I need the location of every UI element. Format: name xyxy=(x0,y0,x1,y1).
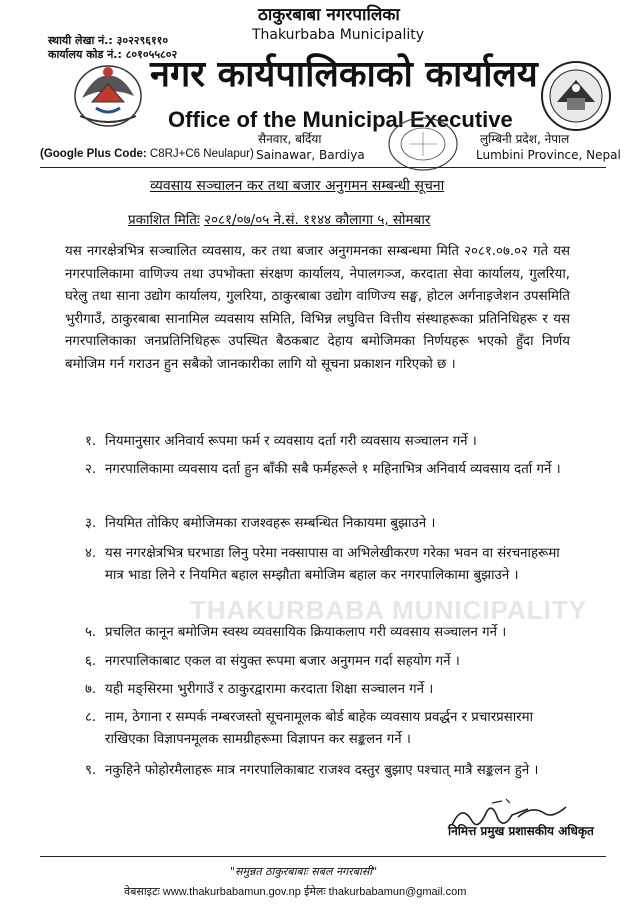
signatory-title: निमित्त प्रमुख प्रशासकीय अधिकृत xyxy=(448,824,594,838)
list-item-number: ८. xyxy=(85,710,97,725)
google-plus-code-value: C8RJ+C6 Neulapur) xyxy=(149,148,254,160)
list-item-number: ३. xyxy=(85,516,97,531)
list-item-number: ६. xyxy=(85,654,97,669)
province-english: Lumbini Province, Nepal xyxy=(476,148,621,162)
office-title-nepali: नगर कार्यपालिकाको कार्यालय xyxy=(150,54,538,95)
office-code: कार्यालय कोड नं.: ८०१०५५८०२ xyxy=(48,48,178,61)
list-item-text: नियमित तोकिए बमोजिमका राजश्वहरू सम्बन्धित निकायमा बुझाउने । xyxy=(105,516,436,531)
google-plus-code xyxy=(40,148,254,160)
list-item-text: नगरपालिकामा व्यवसाय दर्ता हुन बाँकी सबै फर्महरूले १ महिनाभित्र अनिवार्य व्यवसाय दर्ता गर्ने । xyxy=(105,462,561,477)
address-nepali: सैनवार, बर्दिया xyxy=(258,132,322,146)
list-item-number: ५. xyxy=(85,625,97,640)
list-item-number: १. xyxy=(85,434,97,449)
list-item-text: नगरपालिकाबाट एकल वा संयुक्त रूपमा बजार अनुगमन गर्दा सहयोग गर्ने । xyxy=(105,654,460,669)
published-label: प्रकाशित मितिः xyxy=(128,212,200,228)
list-item-number: ७. xyxy=(85,682,97,697)
notice-subject: व्यवसाय सञ्चालन कर तथा बजार अनुगमन सम्बन्धी सूचना xyxy=(150,178,445,194)
list-item-number: ४. xyxy=(85,546,97,561)
municipality-logo xyxy=(537,58,615,134)
list-item-text: नियमानुसार अनिवार्य रूपमा फर्म र व्यवसाय दर्ता गरी व्यवसाय सञ्चालन गर्ने । xyxy=(105,434,477,449)
nepal-emblem-logo xyxy=(70,56,146,132)
list-item-text: नकुहिने फोहोरमैलाहरू मात्र नगरपालिकाबाट राजश्व दस्तुर बुझाए पश्चात् मात्रै सङ्कलन हुने । xyxy=(105,763,539,778)
list-item-number: २. xyxy=(85,462,97,477)
list-item-number: ९. xyxy=(85,763,97,778)
municipality-name-nepali: ठाकुरबाबा नगरपालिका xyxy=(258,5,400,25)
google-plus-code-label: (Google Plus Code: xyxy=(40,148,147,160)
header-divider xyxy=(40,167,606,168)
footer-motto: "समुन्नत ठाकुरबाबाः सबल नगरबासी" xyxy=(230,865,378,878)
published-value: २०८१/०७/०५ ने.सं. ११४४ कौलागा ५, सोमबार xyxy=(204,212,431,228)
footer-contact: वेबसाइटः www.thakurbabamun.gov.np ईमेलः thakurbabamun@gmail.com xyxy=(124,886,467,898)
municipality-name-english: Thakurbaba Municipality xyxy=(252,27,425,43)
notice-intro-paragraph: यस नगरक्षेत्रभित्र सञ्चालित व्यवसाय, कर तथा बजार अनुगमनका सम्बन्धमा मिति २०८१.०७.०२ गते यस नगरपालिकामा वाणिज्य तथा उपभोक्ता संरक्षण कार्यालय, नेपालगञ्ज, करदाता सेवा कार्यालय, गुलरिया, घरेलु तथा साना उद्योग कार्यालय, गुलरिया, ठाकुरबाबा उद्योग वाणिज्य सङ्घ, होटल अर्गनाइजेशन उपसमिति भुरीगाउँ, ठाकुरबाबा सानामिल व्यवसाय समिति, विभिन्न लघुवित्त वित्तीय संस्थाहरूका प्रतिनिधिहरू र यस नगरपालिकाका जनप्रतिनिधिहरू उपस्थित बैठकबाट देहाय बमोजिमका निर्णयहरू भएको हुँदा निर्णय बमोजिम गर्न गराउन हुन सबैको जानकारीका लागि यो सूचना प्रकाशन गरिएको छ । xyxy=(65,244,570,372)
list-item-text: यस नगरक्षेत्रभित्र घरभाडा लिनु परेमा नक्सापास वा अभिलेखीकरण गरेका भवन वा संरचनाहरूमा मात्र भाडा लिने र नियमित बहाल सम्झौता बमोजिम बहाल कर नगरपालिकामा बुझाउने । xyxy=(105,546,560,584)
watermark-text: THAKURBABA MUNICIPALITY xyxy=(190,595,588,625)
list-item-text: नाम, ठेगाना र सम्पर्क नम्बरजस्तो सूचनामूलक बोर्ड बाहेक व्यवसाय प्रवर्द्धन र प्रचारप्रसारमा राखिएका विज्ञापनमूलक सामग्रीहरूमा विज्ञापन कर सङ्कलन गर्ने । xyxy=(105,710,534,748)
publication-date xyxy=(128,210,430,228)
list-item-text: यही मङ्सिरमा भुरीगाउँ र ठाकुरद्वारामा करदाता शिक्षा सञ्चालन गर्ने । xyxy=(105,682,434,697)
address-english: Sainawar, Bardiya xyxy=(256,148,365,162)
permanent-account-number: स्थायी लेखा नं.: ३०२२९६११० xyxy=(48,34,169,47)
list-item-text: प्रचलित कानून बमोजिम स्वस्थ व्यवसायिक क्रियाकलाप गरी व्यवसाय सञ्चालन गर्ने । xyxy=(105,625,507,640)
office-title-english: Office of the Municipal Executive xyxy=(168,107,513,132)
province-nepali: लुम्बिनी प्रदेश, नेपाल xyxy=(480,132,570,146)
footer-divider xyxy=(40,856,606,857)
